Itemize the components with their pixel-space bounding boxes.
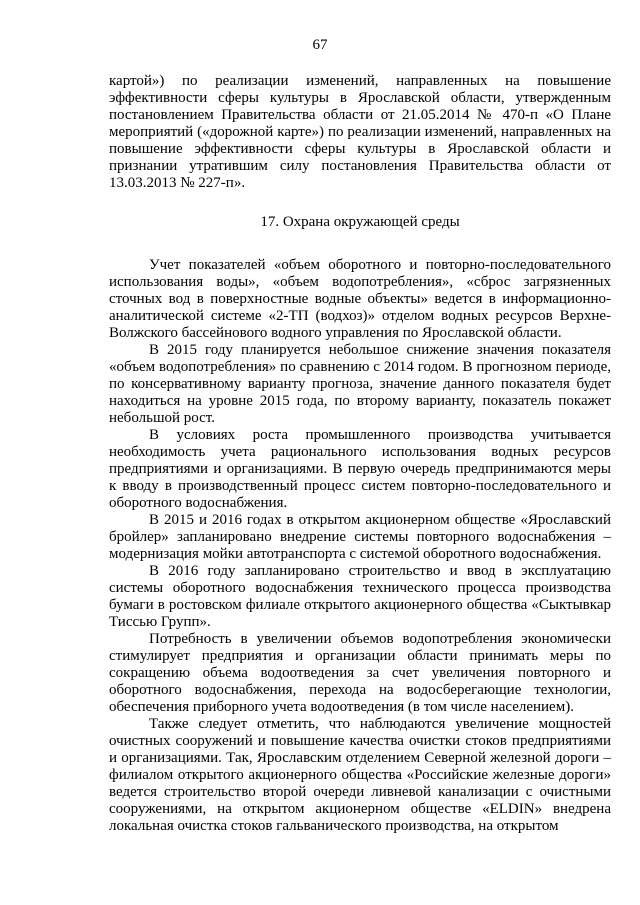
paragraph-yaroslavl-broiler: В 2015 и 2016 годах в открытом акционерном обществе «Ярославский бройлер» запланировано внедрение системы повторного водоснабжения – модернизация мойки автотранспорта с системой оборотного водоснабжения. [109, 512, 611, 562]
page-number: 67 [312, 37, 328, 53]
paragraph-2015-forecast: В 2015 году планируется небольшое снижение значения показателя «объем водопотребления» по сравнению с 2014 годом. В прогнозном периоде, по консервативному варианту прогноза, значение данного показателя будет находиться на уровне 2015 года, по второму варианту, показатель покажет небольшой рост. [109, 342, 611, 426]
document-body [109, 73, 611, 835]
paragraph-treatment-facilities: Также следует отметить, что наблюдаются увеличение мощностей очистных сооружений и повышение качества очистки стоков предприятиями и организациями. Так, Ярославским отделением Северной железной дороги – филиалом открытого акционерного общества «Российские железные дороги» ведется строительство второй очереди ливневой канализации с очистными сооружениями, на открытом акционерном обществе «ELDIN» внедрена локальная очистка стоков гальванического производства, на открытом [109, 716, 611, 834]
paragraph-2016-construction: В 2016 году запланировано строительство и ввод в эксплуатацию системы оборотного водоснабжения технического процесса производства бумаги в ростовском филиале открытого акционерного общества «Сыктывкар Тиссью Групп». [109, 563, 611, 630]
paragraph-water-indicators: Учет показателей «объем оборотного и повторно-последовательного использования воды», «объем водопотребления», «сброс загрязненных сточных вод в поверхностные водные объекты» ведется в информационно-аналитической системе «2-ТП (водхоз)» отделом водных ресурсов Верхне-Волжского бассейнового водного управления по Ярославской области. [109, 257, 611, 341]
paragraph-industrial-growth: В условиях роста промышленного производства учитывается необходимость учета рационального использования водных ресурсов предприятиями и организациями. В первую очередь предпринимаются меры к вводу в производственный процесс систем повторно-последовательного и оборотного водоснабжения. [109, 427, 611, 511]
paragraph-water-demand: Потребность в увеличении объемов водопотребления экономически стимулирует предприятия и организации области принимать меры по сокращению объема водоотведения за счет увеличения повторного и оборотного водоснабжения, перехода на водосберегающие технологии, обеспечения приборного учета водоотведения (в том числе населением). [109, 631, 611, 715]
intro-paragraph: картой») по реализации изменений, направленных на повышение эффективности сферы культуры в Ярославской области, утвержденным постановлением Правительства области от 21.05.2014 № 470-п «О Плане мероприятий («дорожной карте») по реализации изменений, направленных на повышение эффективности сферы культуры в Ярославской области и признании утратившим силу постановления Правительства области от 13.03.2013 № 227-п». [109, 73, 611, 191]
section-heading: 17. Охрана окружающей среды [260, 214, 460, 230]
